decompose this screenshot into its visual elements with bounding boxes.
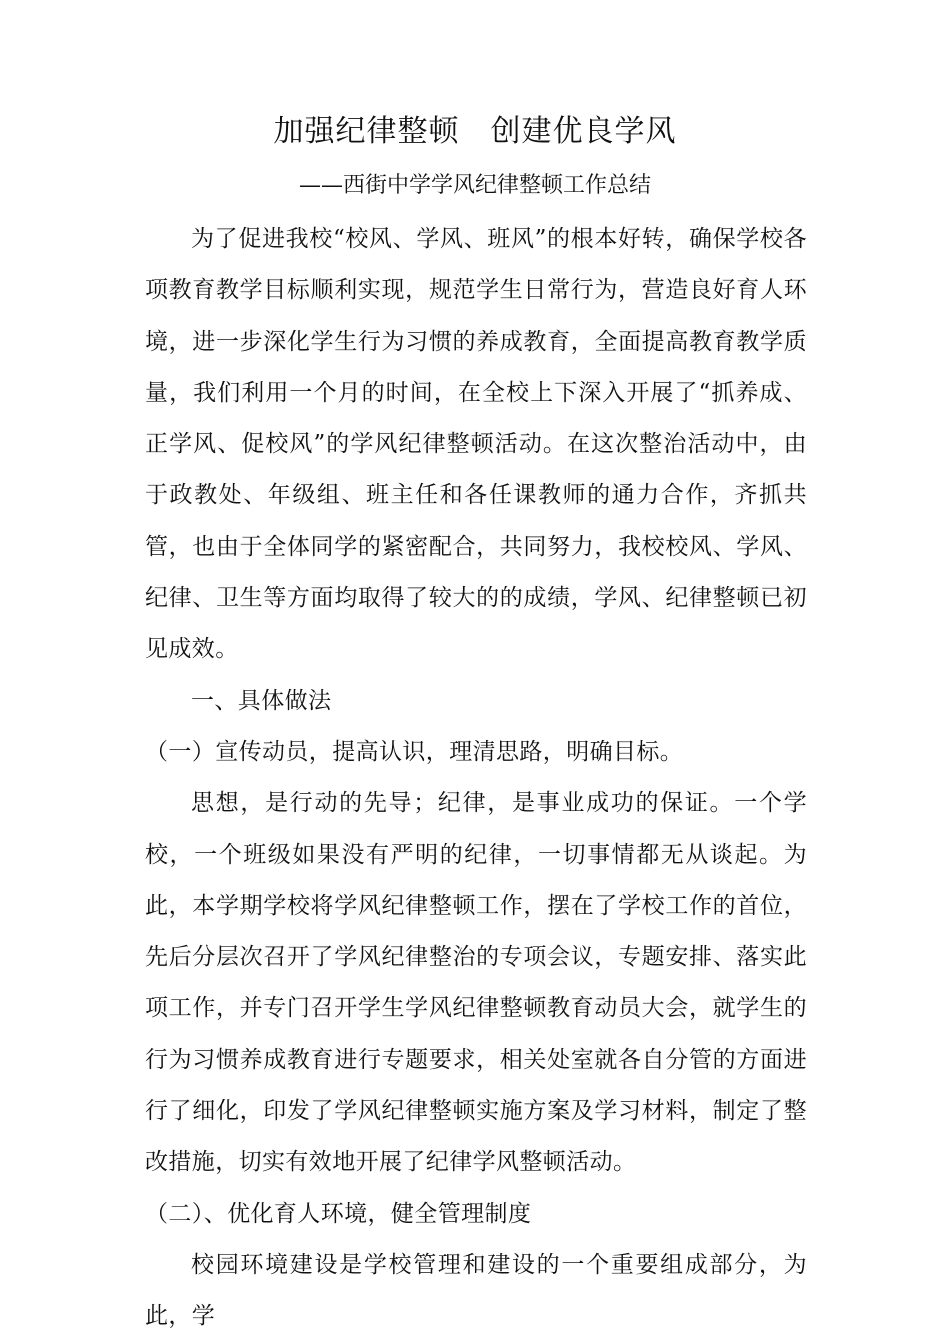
document-subtitle: ——西街中学学风纪律整顿工作总结 — [298, 173, 651, 198]
subsection-paragraph-2: 校园环境建设是学校管理和建设的一个重要组成部分，为此，学 — [145, 1251, 807, 1330]
subsection-paragraph-1: 思想，是行动的先导；纪律，是事业成功的保证。一个学校，一个班级如果没有严明的纪律，一切事情都无从谈起。为此，本学期学校将学风纪律整顿工作，摆在了学校工作的首位，先后分层次召开了学风纪律整治的专项会议，专题安排、落实此项工作，并专门召开学生学风纪律整顿教育动员大会，就学生的行为习惯养成教育进行专题要求，相关处室就各自分管的方面进行了细化，印发了学风纪律整顿实施方案及学习材料，制定了整改措施，切实有效地开展了纪律学风整顿活动。 — [145, 790, 807, 1176]
subsection-heading-1: （一）宣传动员，提高认识，理清思路，明确目标。 — [145, 738, 684, 765]
intro-paragraph: 为了促进我校“校风、学风、班风”的根本好转，确保学校各项教育教学目标顺利实现，规范学生日常行为，营造良好育人环境，进一步深化学生行为习惯的养成教育，全面提高教育教学质量，我们利用一个月的时间，在全校上下深入开展了“抓养成、正学风、促校风”的学风纪律整顿活动。在这次整治活动中，由于政教处、年级组、班主任和各任课教师的通力合作，齐抓共管，也由于全体同学的紧密配合，共同努力，我校校风、学风、纪律、卫生等方面均取得了较大的的成绩，学风、纪律整顿已初见成效。 — [145, 226, 807, 663]
subsection-heading-2: （二）、优化育人环境，健全管理制度 — [145, 1200, 532, 1227]
document-body — [145, 214, 807, 1343]
section-heading-1: 一、具体做法 — [191, 687, 332, 714]
document-title: 加强纪律整顿 创建优良学风 — [273, 114, 677, 149]
